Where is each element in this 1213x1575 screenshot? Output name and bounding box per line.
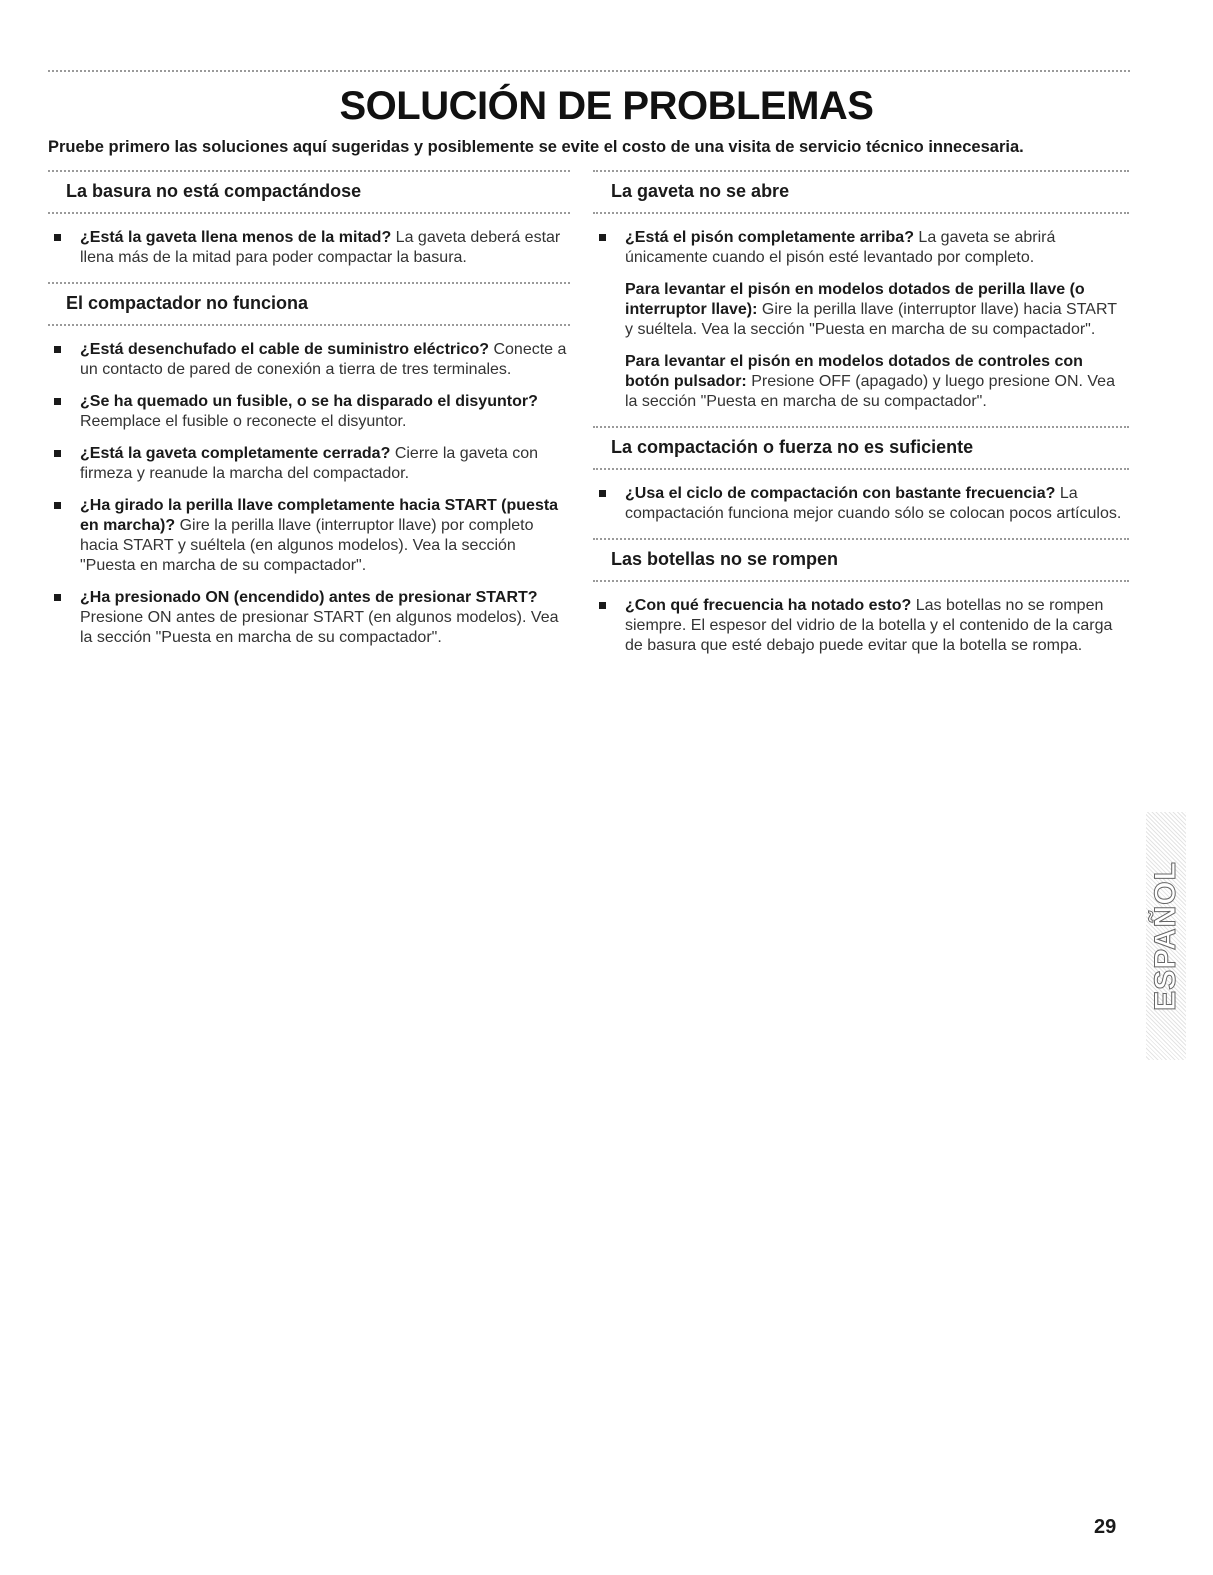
square-bullet-icon	[54, 502, 61, 509]
section-botellas-no-rompen	[593, 538, 1129, 656]
sub-heading: Para levantar el pisón en modelos dotados de perilla llave (o interruptor llave):	[625, 281, 1085, 318]
section-compactador-no-funciona	[48, 282, 570, 648]
list-item	[593, 228, 1129, 268]
square-bullet-icon	[54, 234, 61, 241]
section-heading: La compactación o fuerza no es suficiente	[593, 426, 1129, 470]
item-answer: La gaveta deberá estar llena más de la mitad para poder compactar la basura.	[80, 229, 561, 266]
item-answer: Gire la perilla llave (interruptor llave) por completo hacia START y suéltela (en algunos modelos). Vea la sección "Puesta en marcha de su compactador".	[80, 517, 534, 574]
intro-text: Pruebe primero las soluciones aquí sugeridas y posiblemente se evite el costo de una visita de servicio técnico innecesaria.	[48, 138, 1024, 156]
item-answer: La compactación funciona mejor cuando sólo se colocan pocos artículos.	[625, 485, 1122, 522]
item-answer: Presione ON antes de presionar START (en algunos modelos). Vea la sección "Puesta en marcha de su compactador".	[80, 609, 559, 646]
section-heading: El compactador no funciona	[48, 282, 570, 326]
page-number: 29	[1094, 1516, 1117, 1538]
sub-text: Gire la perilla llave (interruptor llave) hacia START y suéltela. Vea la sección "Puesta en marcha de su compactador".	[625, 301, 1117, 338]
square-bullet-icon	[54, 346, 61, 353]
item-answer: La gaveta se abrirá únicamente cuando el pisón esté levantado por completo.	[625, 229, 1056, 266]
square-bullet-icon	[54, 398, 61, 405]
item-answer: Conecte a un contacto de pared de conexión a tierra de tres terminales.	[80, 341, 567, 378]
top-divider	[48, 70, 1130, 72]
section-heading: La gaveta no se abre	[593, 170, 1129, 214]
list-item	[48, 340, 570, 380]
list-item	[48, 228, 570, 268]
item-question: ¿Con qué frecuencia ha notado esto?	[625, 597, 912, 614]
item-question: ¿Ha girado la perilla llave completamente hacia START (puesta en marcha)?	[80, 497, 559, 534]
right-column	[593, 170, 1129, 670]
list-item	[48, 392, 570, 432]
item-answer: Cierre la gaveta con firmeza y reanude la marcha del compactador.	[80, 445, 538, 482]
list-item	[48, 496, 570, 576]
sub-heading: Para levantar el pisón en modelos dotados de controles con botón pulsador:	[625, 353, 1083, 390]
side-tab-label: ESPAÑOL	[1149, 861, 1183, 1011]
square-bullet-icon	[599, 602, 606, 609]
page-title: SOLUCIÓN DE PROBLEMAS	[339, 84, 874, 128]
sub-text: Presione OFF (apagado) y luego presione ON. Vea la sección "Puesta en marcha de su compactador".	[625, 373, 1115, 410]
sub-paragraph	[593, 352, 1129, 412]
item-answer: Reemplace el fusible o reconecte el disyuntor.	[80, 413, 407, 430]
square-bullet-icon	[54, 450, 61, 457]
section-heading: La basura no está compactándose	[48, 170, 570, 214]
left-column	[48, 170, 570, 662]
square-bullet-icon	[599, 234, 606, 241]
item-question: ¿Está desenchufado el cable de suministro eléctrico?	[80, 341, 490, 358]
item-question: ¿Se ha quemado un fusible, o se ha disparado el disyuntor?	[80, 393, 538, 410]
item-question: ¿Está el pisón completamente arriba?	[625, 229, 914, 246]
item-question: ¿Está la gaveta completamente cerrada?	[80, 445, 391, 462]
section-basura-no-compacta	[48, 170, 570, 268]
item-question: ¿Ha presionado ON (encendido) antes de presionar START?	[80, 589, 538, 606]
list-item	[48, 588, 570, 648]
square-bullet-icon	[54, 594, 61, 601]
section-gaveta-no-abre	[593, 170, 1129, 412]
language-side-tab	[1146, 812, 1186, 1060]
list-item	[48, 444, 570, 484]
square-bullet-icon	[599, 490, 606, 497]
item-question: ¿Usa el ciclo de compactación con bastante frecuencia?	[625, 485, 1056, 502]
list-item	[593, 596, 1129, 656]
sub-paragraph	[593, 280, 1129, 340]
item-answer: Las botellas no se rompen siempre. El espesor del vidrio de la botella y el contenido de la carga de basura que esté debajo puede evitar que la botella se rompa.	[625, 597, 1113, 654]
section-heading: Las botellas no se rompen	[593, 538, 1129, 582]
item-question: ¿Está la gaveta llena menos de la mitad?	[80, 229, 392, 246]
list-item	[593, 484, 1129, 524]
section-compactacion-insuficiente	[593, 426, 1129, 524]
